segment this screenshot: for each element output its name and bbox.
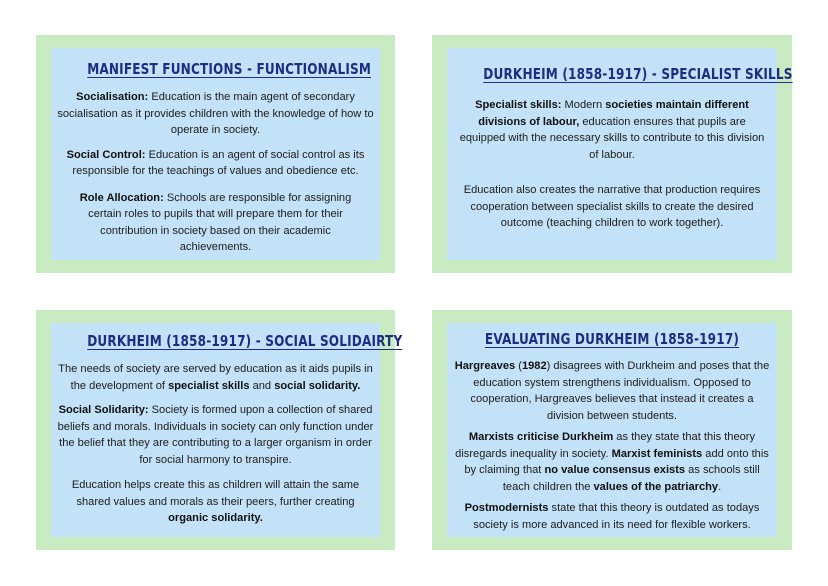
card-social-solidarity: [36, 310, 403, 550]
paragraph-social-control: Social Control: Education is an agent of social control as its responsible for the teachings of values and obedience etc.: [66, 148, 365, 177]
paragraph-postmodernists: Postmodernists state that this theory is outdated as todays society is more advanced in its need for flexible workers.: [464, 502, 760, 531]
term-social-solidarity: Social Solidarity:: [58, 404, 149, 416]
term-role-allocation: Role Allocation:: [79, 191, 164, 204]
card-content: [447, 323, 777, 537]
paragraph-hargreaves: Hargreaves (1982) disagrees with Durkheim and poses that the education system strengthens individualism. Opposed to cooperation, Hargreaves believes that instead it creates a division between students.: [454, 360, 770, 422]
card-content: [447, 48, 793, 260]
card-specialist-skills: [432, 35, 792, 273]
card-content: [51, 323, 403, 537]
paragraph-specialist-skills: Specialist skills: Modern societies maintain different divisions of labour, education ensures that pupils are equipped with the necessary skills to contribute to this division of labour.: [459, 99, 765, 161]
card-title: DURKHEIM (1858-1917) - SPECIALIST SKILLS: [483, 65, 793, 83]
paragraph-marxists: Marxists criticise Durkheim as they state that this theory disregards inequality in society. Marxist feminists add onto this by claiming that no value consensus exists as schools still teach children the values of the patriarchy.: [455, 431, 769, 493]
card-manifest-functions: [36, 35, 395, 273]
paragraph-organic-solidarity: Education helps create this as children will attain the same shared values and morals as their peers, further creating organic solidarity.: [71, 479, 360, 524]
term-specialist-skills: Specialist skills:: [475, 99, 562, 111]
term-social-control: Social Control:: [66, 148, 146, 161]
term-socialisation: Socialisation:: [76, 91, 149, 103]
card-title: MANIFEST FUNCTIONS - FUNCTIONALISM: [87, 60, 372, 78]
card-evaluating-durkheim: [432, 310, 792, 550]
paragraph-role-allocation: Role Allocation: Schools are responsible for assigning certain roles to pupils that will prepare them for their contribution in society based on their academic achievements.: [79, 191, 352, 253]
card-content: [51, 48, 380, 260]
paragraph-cooperation: Education also creates the narrative that production requires cooperation between specialist skills to create the desired outcome (teaching children to work together).: [463, 184, 761, 229]
paragraph-socialisation: Socialisation: Education is the main agent of secondary socialisation as it provides children with the knowledge of how to operate in society.: [57, 91, 374, 136]
card-title: DURKHEIM (1858-1917) - SOCIAL SOLIDAIRTY: [87, 332, 403, 350]
paragraph-needs-of-society: The needs of society are served by education as it aids pupils in the development of specialist skills and social solidarity.: [58, 363, 373, 392]
paragraph-social-solidarity: Social Solidarity: Society is formed upon a collection of shared beliefs and morals. Individuals in society can only function under the belief that they are contributing to a larger organism in order for social harmony to transpire.: [57, 404, 374, 466]
card-title: EVALUATING DURKHEIM (1858-1917): [484, 330, 740, 348]
